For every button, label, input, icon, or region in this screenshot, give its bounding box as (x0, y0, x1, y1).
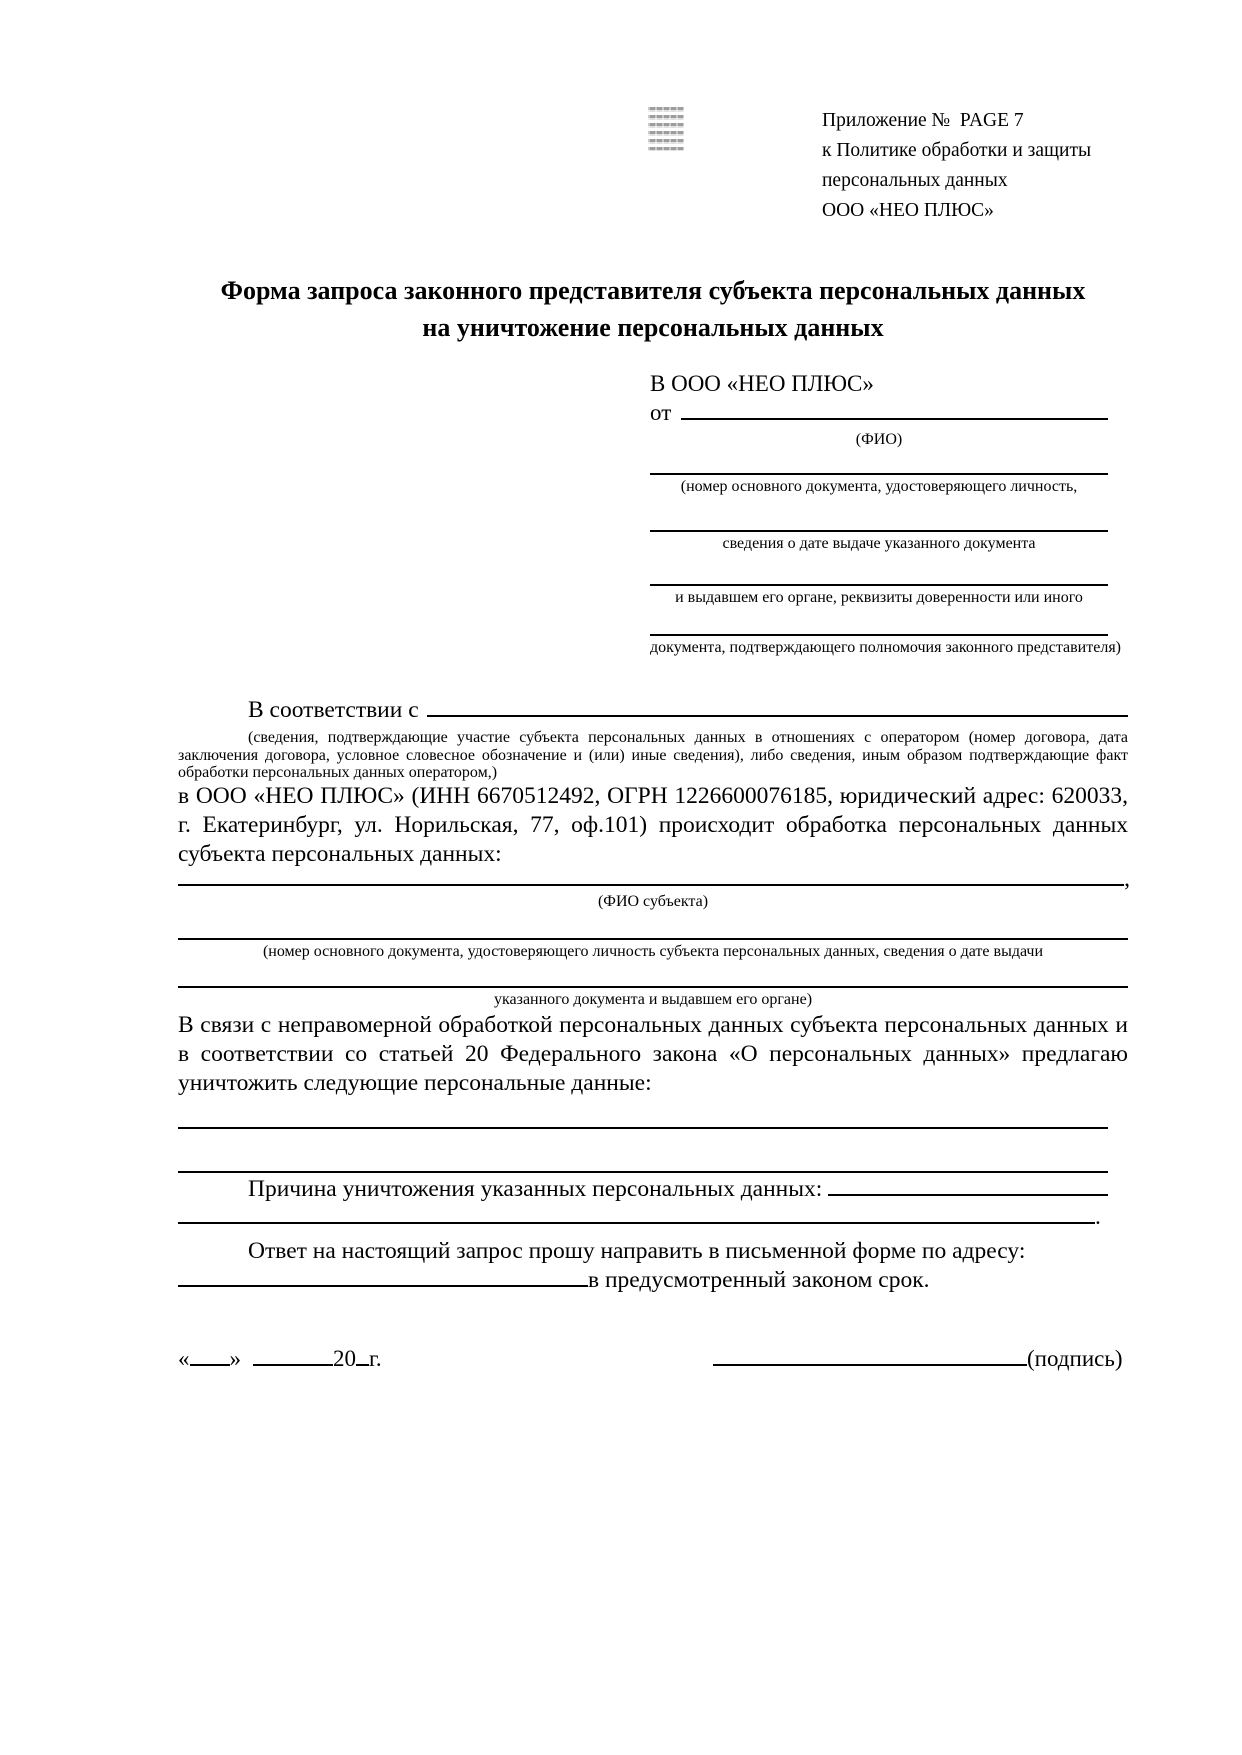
subject-doc-field-1[interactable] (178, 913, 1128, 940)
attorney-doc-caption: документа, подтверждающего полномочия законного представителя) (650, 639, 1121, 656)
id-doc-authority-field[interactable] (650, 556, 1108, 586)
header-note-line: Приложение № PAGE 7 (822, 110, 1024, 131)
signature-caption: (подпись) (1027, 1346, 1123, 1371)
year-field[interactable] (356, 1364, 369, 1366)
id-doc-issue-date-field[interactable] (650, 499, 1108, 532)
subject-doc-caption-2: указанного документа и выдавшем его органе) (493, 990, 813, 1008)
signature-field[interactable] (713, 1364, 1027, 1366)
header-note-line: ООО «НЕО ПЛЮС» (822, 200, 994, 221)
document-title (0, 272, 1242, 346)
addressee-to: В ООО «НЕО ПЛЮС» (650, 371, 874, 396)
id-doc-number-field[interactable] (650, 452, 1108, 475)
destruction-reason-field-2[interactable] (178, 1222, 1095, 1224)
id-doc-authority-caption: и выдавшем его органе, реквизиты доверенности или иного (675, 589, 1083, 606)
document-title-line1: Форма запроса законного представителя субъекта персональных данных (220, 276, 1086, 305)
reply-sentence-suffix: в предусмотренный законом срок. (588, 1266, 930, 1293)
date-quote-close: » (229, 1346, 241, 1371)
accordance-basis-field[interactable] (427, 715, 1128, 717)
header-note (822, 106, 1091, 226)
header-note-line: к Политике обработки и защиты (822, 140, 1092, 161)
subject-fio-comma: , (1124, 865, 1130, 892)
accordance-note: (сведения, подтверждающие участие субъекта персональных данных в отношениях с оператором (номер договора, дата заключения договора, условное словесное обозначение и (или) иные сведения), либо сведения, иным образом подтверждающие факт обработки персональных данных оператором,) (178, 729, 1128, 781)
month-field[interactable] (253, 1364, 333, 1366)
request-paragraph: В связи с неправомерной обработкой персональных данных субъекта персональных данных и в соответствии со статьей 20 Федерального закона «О персональных данных» предлагаю уничтожить следующие персональные данные: (178, 1011, 1128, 1096)
destruction-reason-field-1[interactable] (828, 1194, 1108, 1196)
fio-caption: (ФИО) (855, 431, 903, 448)
accordance-row (178, 695, 1128, 725)
reply-address-field[interactable] (178, 1285, 588, 1287)
subject-fio-field[interactable] (178, 884, 1124, 886)
reply-address-row (178, 1266, 1128, 1294)
field-code-artifact (648, 107, 684, 151)
addressee-block (650, 370, 1121, 660)
body-column (178, 695, 1128, 1294)
reason-period: . (1095, 1203, 1101, 1230)
subject-doc-caption-1: (номер основного документа, удостоверяющего личность субъекта персональных данных, сведения о дате выдачи (262, 942, 1044, 960)
accordance-label: В соответствии с (248, 697, 419, 723)
addressee-from-row (650, 398, 1108, 428)
id-doc-issue-date-caption: сведения о дате выдаче указанного документа (722, 535, 1036, 552)
reason-row (178, 1173, 1108, 1206)
data-to-destroy-field-2[interactable] (178, 1129, 1108, 1173)
subject-fio-row (178, 865, 1130, 892)
year-suffix: г. (369, 1346, 382, 1371)
reply-sentence: Ответ на настоящий запрос прошу направить в письменной форме по адресу: (248, 1237, 1026, 1264)
document-title-line2: на уничтожение персональных данных (422, 313, 884, 342)
subject-fio-caption: (ФИО субъекта) (597, 892, 709, 910)
day-field[interactable] (190, 1364, 230, 1366)
subject-doc-field-2[interactable] (178, 963, 1128, 988)
representative-fio-field[interactable] (681, 418, 1108, 420)
attorney-doc-field[interactable] (650, 610, 1108, 636)
data-to-destroy-field-1[interactable] (178, 1098, 1108, 1129)
signature-row (713, 1344, 1122, 1374)
operator-paragraph: в ООО «НЕО ПЛЮС» (ИНН 6670512492, ОГРН 1226600076185, юридический адрес: 620033, г. Екатеринбург, ул. Норильская, 77, оф.101) происходит обработка персональных данных субъекта персональных данных: (178, 782, 1128, 867)
from-label: от (650, 400, 672, 425)
header-note-line: персональных данных (822, 170, 1008, 191)
id-doc-number-caption: (номер основного документа, удостоверяющего личность, (680, 478, 1078, 495)
reason-row-2 (178, 1203, 1128, 1230)
reason-label: Причина уничтожения указанных персональных данных: (248, 1175, 823, 1202)
date-row (178, 1344, 382, 1374)
year-prefix: 20 (333, 1346, 356, 1371)
date-quote-open: « (178, 1346, 190, 1371)
